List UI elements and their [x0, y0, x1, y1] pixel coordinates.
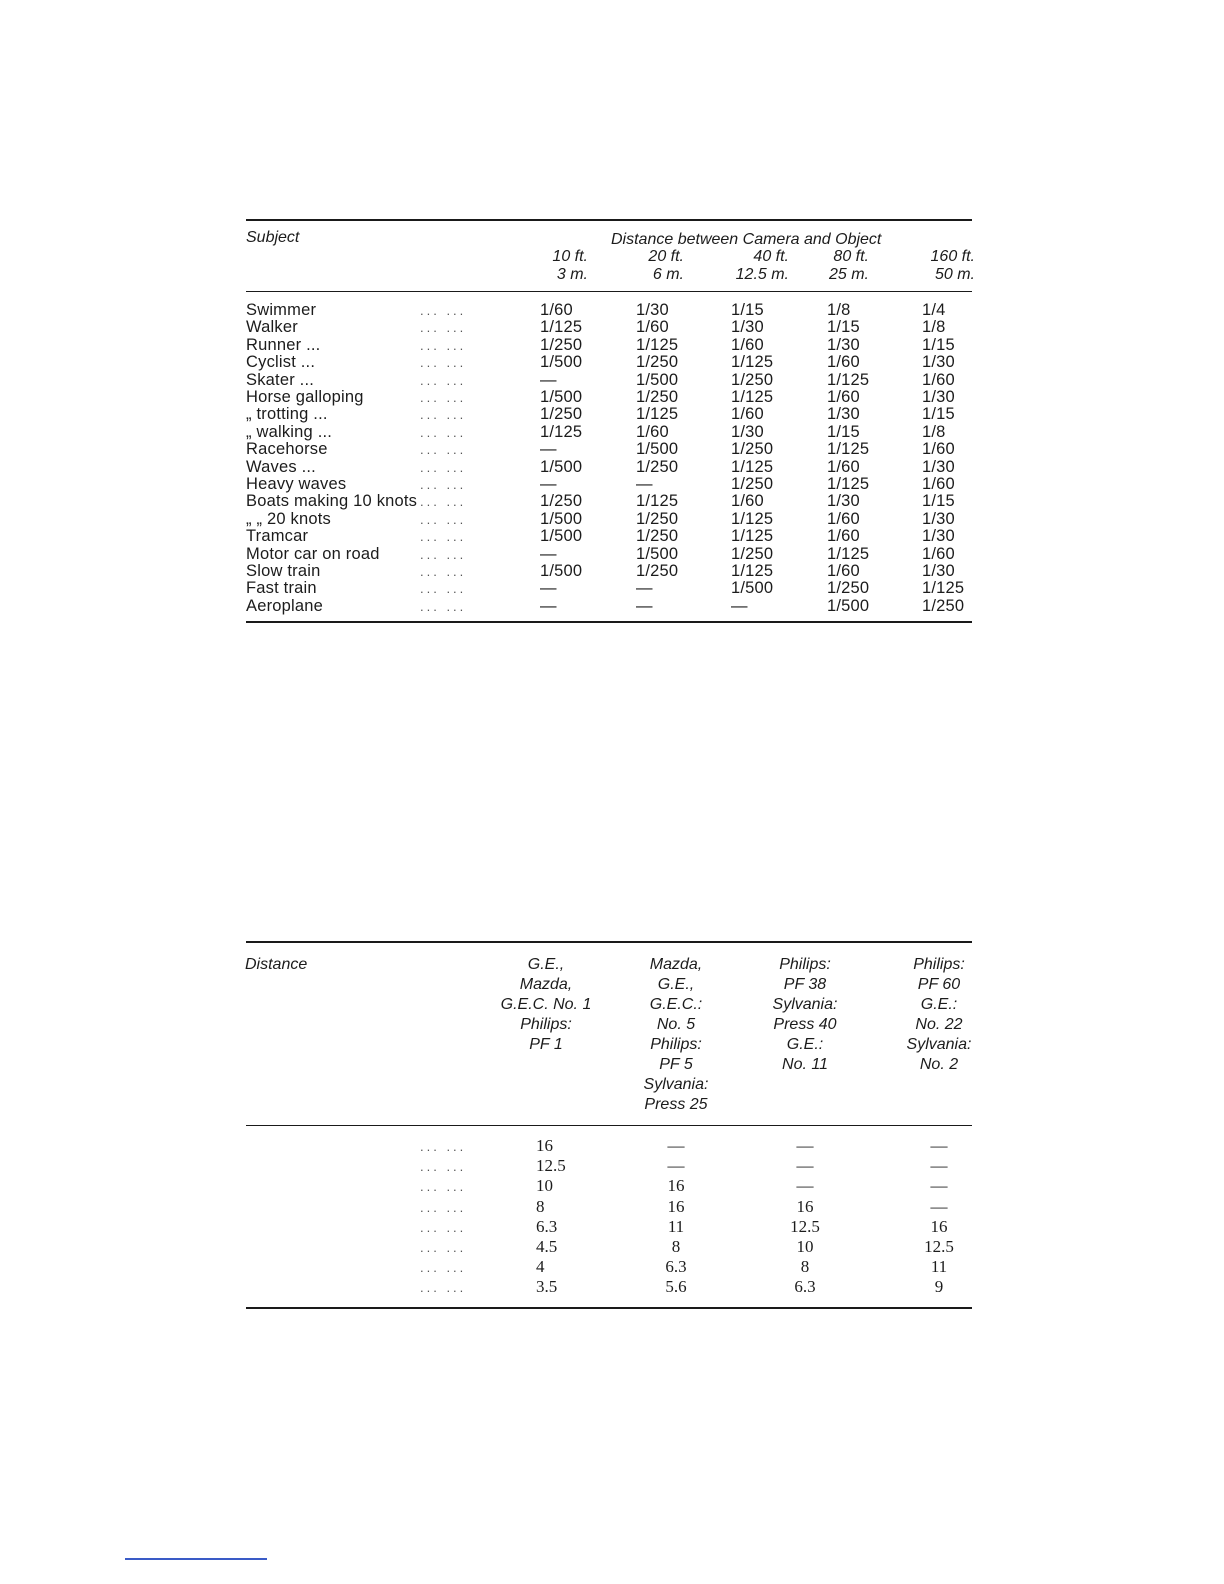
table2-cell: 16	[796, 1196, 814, 1216]
table1-subject: „ trotting ...	[246, 405, 328, 424]
table2-header-rule	[246, 1125, 972, 1126]
table1-subject: Waves ...	[246, 457, 316, 476]
table1-cell: 1/15	[827, 318, 860, 337]
table1-cell: 1/500	[540, 388, 583, 406]
table1-subject: Aeroplane	[246, 596, 324, 615]
table2-col-header-line: Mazda,	[519, 976, 573, 993]
table1-leader-dots: ... ...	[420, 564, 467, 579]
table1-cell: 1/125	[827, 440, 870, 459]
table2-cell: 8	[800, 1257, 810, 1277]
table1-leader-dots: ... ...	[420, 477, 467, 492]
table2-cell: —	[796, 1156, 814, 1176]
table1-cell: 1/125	[540, 422, 583, 441]
table1-leader-dots: ... ...	[420, 303, 467, 318]
table1-col-metres: 25 m.	[828, 266, 869, 283]
table1-col-feet: 80 ft.	[833, 248, 869, 265]
table1-cell: 1/8	[827, 301, 851, 319]
table1-cell: 1/60	[540, 301, 573, 319]
table1-bottom-rule	[246, 621, 972, 623]
table1-cell: 1/30	[827, 492, 860, 511]
table1-cell: 1/250	[731, 440, 774, 459]
table1-cell: 1/15	[922, 492, 955, 511]
table1-cell: 1/125	[636, 492, 679, 511]
table1-subject: Boats making 10 knots	[246, 492, 418, 511]
table1-leader-dots: ... ...	[420, 581, 467, 597]
table1-subject: Walker	[246, 318, 298, 337]
table1-subject: Slow train	[246, 562, 321, 580]
table2-cell: 16	[667, 1196, 685, 1216]
table2-cell: —	[796, 1136, 814, 1155]
table1-cell: 1/500	[540, 562, 583, 580]
table1-cell: —	[540, 596, 557, 615]
table1-header-rule	[246, 291, 972, 292]
table1-cell: 1/4	[922, 301, 946, 319]
table1-cell: 1/30	[731, 318, 764, 337]
table1-cell: 1/250	[636, 457, 679, 476]
table1-subject: „ „ 20 knots	[246, 509, 331, 528]
table2-cell: 10	[536, 1176, 553, 1196]
table1-cell: 1/250	[636, 353, 679, 372]
table2-col-header-line: PF 5	[659, 1056, 693, 1073]
table2-cell: 6.3	[665, 1257, 687, 1277]
table2-cell: 16	[930, 1216, 948, 1236]
table1-col-metres: 6 m.	[652, 266, 684, 283]
table1-col-feet: 160 ft.	[930, 248, 975, 265]
table2-col-header-line: Philips:	[779, 956, 831, 973]
table1-cell: 1/60	[827, 509, 860, 528]
table1-cell: 1/60	[636, 318, 669, 337]
table1-cell: 1/125	[827, 370, 870, 389]
table2-cell: 11	[667, 1216, 685, 1236]
table1-cell: 1/60	[922, 475, 955, 493]
table1-subject: „ walking ...	[246, 422, 333, 441]
table1-cell: —	[636, 475, 653, 493]
table2-cell: 8	[536, 1196, 545, 1216]
table2-cell: 4	[536, 1257, 545, 1277]
table1-cell: 1/125	[540, 318, 583, 337]
table1-cell: 1/60	[922, 440, 955, 459]
table2-cell: 12.5	[790, 1216, 820, 1236]
table1-subject-heading: Subject	[246, 229, 300, 246]
table1-col-feet: 40 ft.	[753, 248, 789, 265]
table2-cell: 9	[934, 1277, 944, 1297]
table1-cell: 1/60	[827, 388, 860, 406]
table1-cell: 1/125	[731, 527, 774, 546]
table1-cell: 1/8	[922, 422, 946, 441]
table1-cell: 1/60	[731, 405, 764, 424]
table1-col-metres: 12.5 m.	[735, 266, 789, 283]
table2-cell: 11	[930, 1257, 948, 1277]
table1-cell: 1/125	[922, 579, 965, 598]
table1-cell: 1/125	[636, 405, 679, 424]
table1-cell: 1/250	[731, 370, 774, 389]
table2-col-header-line: Philips:	[650, 1036, 702, 1053]
table1-subject: Racehorse	[246, 440, 328, 459]
table1-cell: 1/60	[827, 562, 860, 580]
table2-cell: —	[667, 1156, 685, 1176]
table1-subject: Horse galloping	[246, 388, 364, 406]
table1-cell: 1/250	[540, 492, 583, 511]
table1-leader-dots: ... ...	[420, 442, 467, 458]
table1-cell: 1/125	[731, 353, 774, 372]
table2-cell: —	[667, 1136, 685, 1155]
table1-cell: 1/250	[540, 405, 583, 424]
table1-cell: —	[540, 579, 557, 598]
table1-cell: 1/250	[636, 388, 679, 406]
table2-cell: 6.3	[794, 1277, 816, 1297]
table2-leader-dots: ... ...	[420, 1179, 467, 1195]
table2-col-header-line: Philips:	[520, 1016, 572, 1033]
table1-cell: 1/500	[540, 353, 583, 372]
table2-cell: 16	[536, 1136, 553, 1155]
table2-cell: 6.3	[536, 1216, 558, 1236]
table1-cell: 1/30	[731, 422, 764, 441]
table1-cell: —	[540, 440, 557, 459]
table2-leader-dots: ... ...	[420, 1139, 467, 1154]
table1-cell: 1/125	[827, 544, 870, 563]
table1-top-rule	[246, 219, 972, 221]
table2-cell: —	[930, 1196, 948, 1216]
table2-cell: 8	[671, 1237, 681, 1256]
table1-leader-dots: ... ...	[420, 598, 467, 614]
table1-cell: 1/15	[922, 335, 955, 354]
table1-col-feet: 20 ft.	[648, 248, 684, 265]
table1-cell: —	[540, 370, 557, 389]
table2-col-header-line: G.E.,	[527, 956, 565, 973]
table2-cell: —	[930, 1176, 948, 1196]
table1-col-feet: 10 ft.	[552, 248, 588, 265]
table1-col-metres: 3 m.	[556, 266, 588, 283]
table1-cell: —	[636, 579, 653, 598]
table2-col-header-line: Mazda,	[649, 956, 703, 973]
table1-subject: Skater ...	[246, 370, 315, 389]
table1-cell: 1/60	[731, 335, 764, 354]
table2-col-header-line: No. 11	[782, 1056, 828, 1073]
table2-col-header-line: G.E.:	[920, 996, 958, 1013]
table1-col-metres: 50 m.	[934, 266, 975, 283]
table1-cell: 1/30	[922, 457, 955, 476]
table1-cell: 1/15	[731, 301, 764, 319]
table1-leader-dots: ... ...	[420, 407, 467, 423]
table1-leader-dots: ... ...	[420, 320, 467, 336]
table2-cell: —	[930, 1136, 948, 1155]
table2-col-header-line: PF 1	[529, 1036, 563, 1053]
table1-cell: 1/60	[827, 353, 860, 372]
table1-cell: 1/125	[731, 457, 774, 476]
table1-leader-dots: ... ...	[420, 390, 467, 405]
table1-cell: 1/60	[636, 422, 669, 441]
table1-cell: 1/125	[636, 335, 679, 354]
table2-col-header-line: G.E.:	[786, 1036, 824, 1053]
table1-leader-dots: ... ...	[420, 337, 467, 353]
table2-cell: 12.5	[924, 1237, 954, 1256]
table1-cell: 1/30	[922, 388, 955, 406]
table1-subject: Heavy waves	[246, 475, 347, 493]
table1-cell: 1/500	[540, 509, 583, 528]
table1-cell: 1/500	[827, 596, 870, 615]
table1-cell: 1/500	[636, 440, 679, 459]
table1-leader-dots: ... ...	[420, 372, 467, 388]
table1-cell: 1/125	[731, 562, 774, 580]
table1-leader-dots: ... ...	[420, 355, 467, 371]
table1-cell: 1/30	[827, 405, 860, 424]
table1-cell: —	[540, 475, 557, 493]
table2-col-header-line: No. 2	[919, 1056, 959, 1073]
table1-cell: 1/30	[922, 527, 955, 546]
table1-leader-dots: ... ...	[420, 459, 467, 475]
table1-cell: —	[731, 596, 748, 615]
table1-cell: 1/250	[731, 475, 774, 493]
table1-cell: 1/500	[636, 370, 679, 389]
table2-col-header-line: No. 22	[915, 1016, 963, 1033]
table1-cell: 1/250	[636, 527, 679, 546]
table1-subject: Fast train	[246, 579, 317, 598]
table2-cell: 3.5	[536, 1277, 558, 1297]
table1-cell: 1/250	[922, 596, 965, 615]
shutter-speed-table	[222, 200, 992, 640]
table1-cell: 1/500	[540, 527, 583, 546]
table1-leader-dots: ... ...	[420, 511, 467, 527]
table1-subject: Motor car on road	[246, 544, 380, 563]
table1-cell: 1/15	[827, 422, 860, 441]
table1-cell: 1/30	[922, 562, 955, 580]
table2-leader-dots: ... ...	[420, 1159, 467, 1175]
table1-cell: —	[636, 596, 653, 615]
table2-col-header-line: Sylvania:	[643, 1076, 709, 1093]
table1-leader-dots: ... ...	[420, 424, 467, 440]
table2-col-header-line: Press 25	[644, 1096, 708, 1113]
table1-subject: Swimmer	[246, 301, 317, 319]
table1-cell: 1/125	[731, 509, 774, 528]
table1-cell: 1/30	[827, 335, 860, 354]
table1-cell: 1/30	[636, 301, 669, 319]
table2-col-header-line: G.E.,	[657, 976, 695, 993]
table1-cell: 1/250	[827, 579, 870, 598]
table2-leader-dots: ... ...	[420, 1240, 467, 1255]
table2-distance-heading: Distance	[245, 956, 308, 973]
table1-cell: 1/125	[827, 475, 870, 493]
table1-cell: 1/30	[922, 509, 955, 528]
table2-cell: 12.5	[536, 1156, 566, 1176]
table1-subject: Runner ...	[246, 335, 321, 354]
table1-subject: Tramcar	[246, 527, 309, 546]
table1-cell: 1/60	[731, 492, 764, 511]
table2-col-header-line: G.E.C.:	[649, 996, 703, 1013]
table1-cell: 1/250	[731, 544, 774, 563]
table2-col-header-line: Sylvania:	[772, 996, 838, 1013]
table1-leader-dots: ... ...	[420, 529, 467, 545]
table2-col-header-line: Philips:	[913, 956, 965, 973]
table2-col-header-line: PF 60	[917, 976, 961, 993]
table2-leader-dots: ... ...	[420, 1199, 467, 1215]
table2-col-header-line: G.E.C. No. 1	[500, 996, 592, 1013]
table2-col-header-line: Sylvania:	[906, 1036, 972, 1053]
table1-cell: 1/60	[827, 457, 860, 476]
table1-cell: 1/250	[636, 509, 679, 528]
table1-subject: Cyclist ...	[246, 353, 316, 372]
table2-top-rule	[246, 941, 972, 943]
table2-cell: 4.5	[536, 1237, 558, 1256]
table1-cell: 1/125	[731, 388, 774, 406]
table2-bottom-rule	[246, 1307, 972, 1309]
table2-cell: 16	[667, 1176, 685, 1196]
table1-cell: 1/500	[540, 457, 583, 476]
table2-col-header-line: No. 5	[656, 1016, 696, 1033]
table1-cell: 1/500	[731, 579, 774, 598]
table2-col-header-line: PF 38	[783, 976, 827, 993]
table1-cell: 1/15	[922, 405, 955, 424]
table2-leader-dots: ... ...	[420, 1219, 467, 1235]
table1-group-heading: Distance between Camera and Object	[611, 231, 882, 248]
table2-leader-dots: ... ...	[420, 1260, 467, 1276]
table2-leader-dots: ... ...	[420, 1280, 467, 1296]
table1-cell: 1/500	[636, 544, 679, 563]
table1-cell: 1/250	[636, 562, 679, 580]
table1-cell: 1/8	[922, 318, 946, 337]
table2-cell: 5.6	[665, 1277, 687, 1297]
table2-cell: —	[796, 1176, 814, 1196]
table1-cell: 1/250	[540, 335, 583, 354]
table2-cell: 10	[796, 1237, 814, 1256]
table1-cell: 1/60	[922, 544, 955, 563]
footnote-separator	[125, 1558, 267, 1560]
table1-cell: 1/60	[827, 527, 860, 546]
table1-leader-dots: ... ...	[420, 494, 467, 510]
table1-leader-dots: ... ...	[420, 546, 467, 562]
table1-cell: —	[540, 544, 557, 563]
table2-col-header-line: Press 40	[773, 1016, 837, 1033]
table1-cell: 1/60	[922, 370, 955, 389]
table1-cell: 1/30	[922, 353, 955, 372]
table2-cell: —	[930, 1156, 948, 1176]
